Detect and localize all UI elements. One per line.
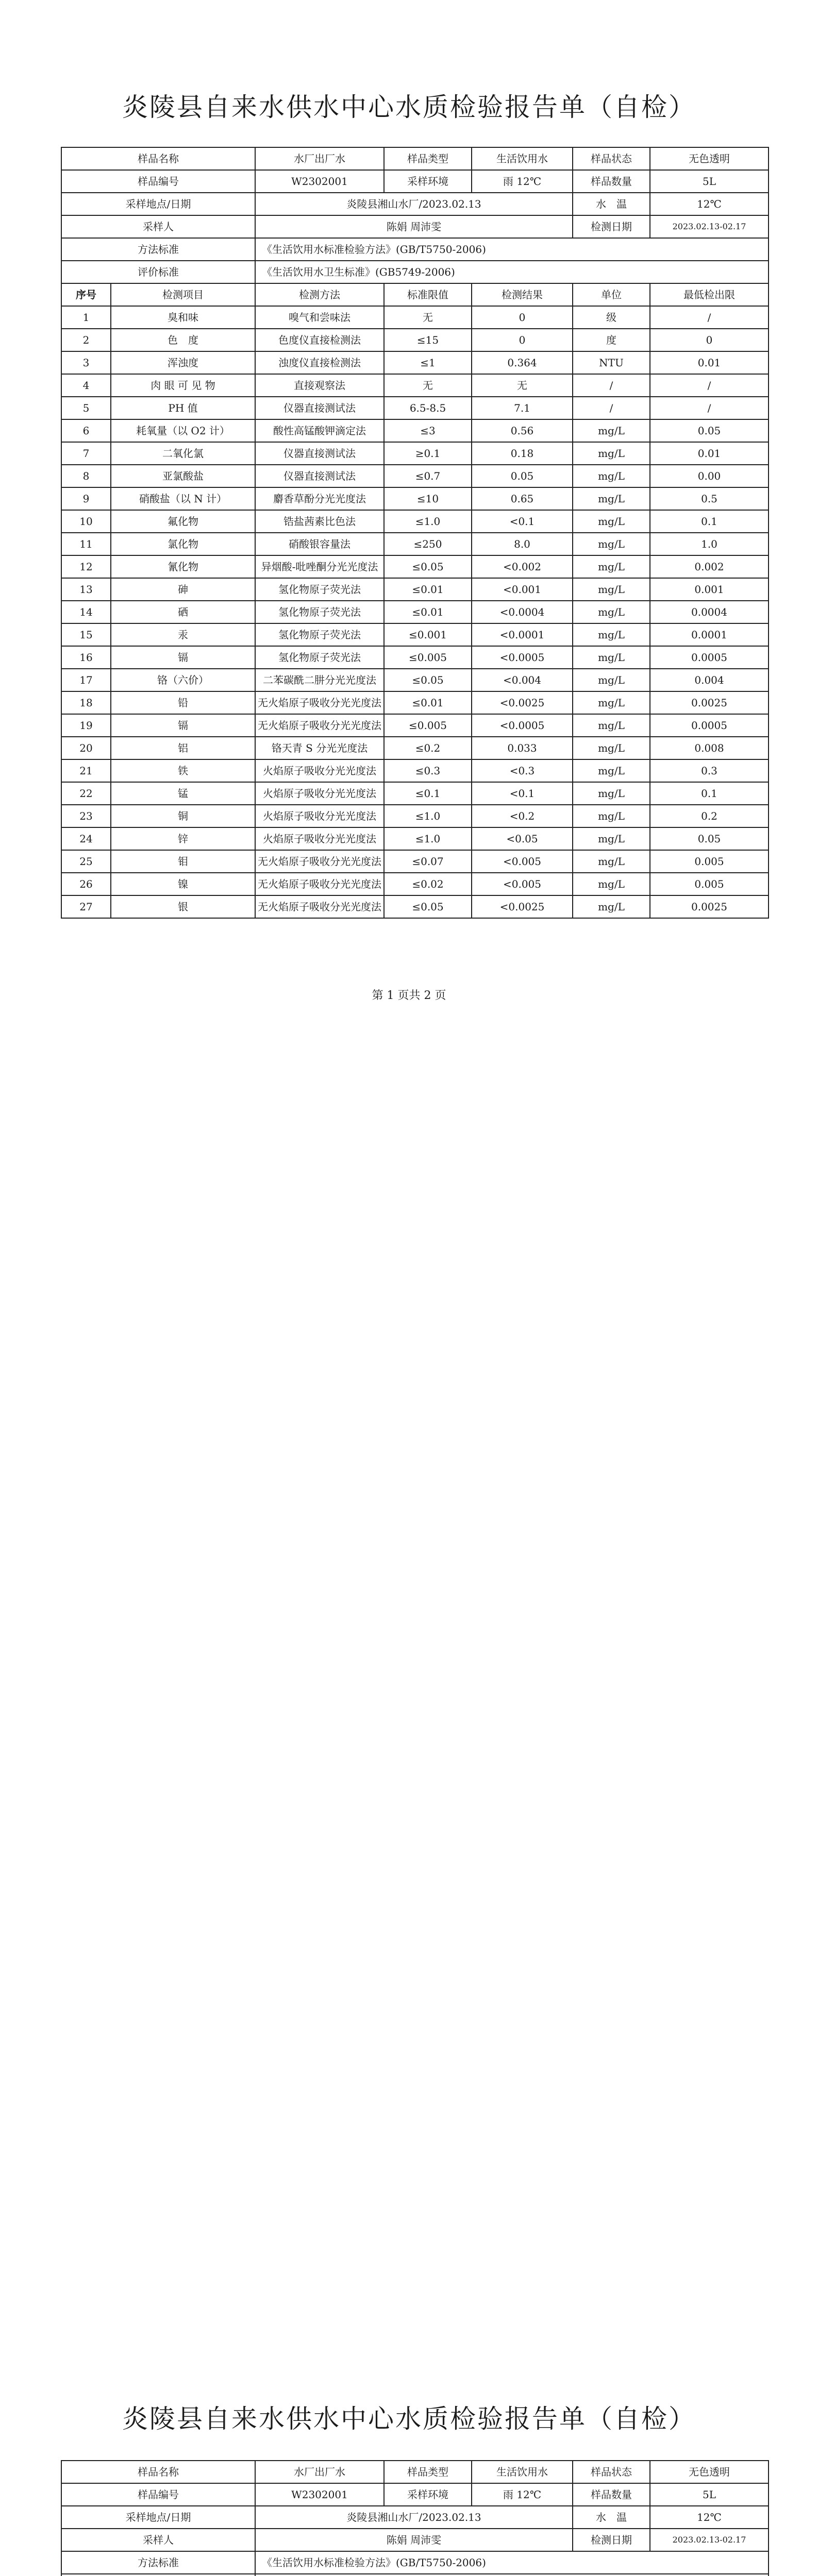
table-cell: 0 [650, 329, 769, 351]
table-cell: 铜 [111, 805, 255, 827]
table-cell: ≤0.07 [384, 850, 472, 873]
table-cell: ≤0.1 [384, 782, 472, 805]
table-cell: ≤0.05 [384, 895, 472, 918]
table-cell: 臭和味 [111, 306, 255, 329]
test-date-label: 检测日期 [573, 2529, 650, 2551]
table-cell: <0.05 [472, 827, 573, 850]
table-cell: 0.033 [472, 737, 573, 759]
sampling-env-value: 雨 12℃ [472, 170, 573, 193]
sample-qty-label: 样品数量 [573, 170, 650, 193]
table-cell: ≤0.01 [384, 691, 472, 714]
table-cell: 0.2 [650, 805, 769, 827]
table-cell: 0.5 [650, 487, 769, 510]
col-header: 检测项目 [111, 283, 255, 306]
table-cell: 无 [384, 374, 472, 397]
table-cell: 27 [61, 895, 111, 918]
table-cell: 铁 [111, 759, 255, 782]
table-cell: 24 [61, 827, 111, 850]
table-row [61, 329, 769, 351]
sample-name-label: 样品名称 [61, 147, 255, 170]
table-cell: ≤0.005 [384, 646, 472, 669]
table-cell: 0.364 [472, 351, 573, 374]
table-cell: 0.0025 [650, 895, 769, 918]
table-cell: mg/L [573, 601, 650, 623]
col-header: 序号 [61, 283, 111, 306]
table-cell: 6 [61, 419, 111, 442]
method-std-value: 《生活饮用水标准检验方法》(GB/T5750-2006) [255, 2551, 769, 2574]
table-row [61, 465, 769, 487]
table-cell: ≤0.7 [384, 465, 472, 487]
table-cell: 硝酸银容量法 [255, 533, 384, 555]
table-cell: 13 [61, 578, 111, 601]
table-cell: 21 [61, 759, 111, 782]
table-cell: mg/L [573, 805, 650, 827]
method-std-label: 方法标准 [61, 238, 255, 261]
table-cell: 19 [61, 714, 111, 737]
table-cell: 度 [573, 329, 650, 351]
table-cell: 0.05 [650, 827, 769, 850]
info-section [61, 2461, 769, 2576]
table-row [61, 374, 769, 397]
table-cell: mg/L [573, 623, 650, 646]
table-cell: ≤1.0 [384, 510, 472, 533]
col-header: 单位 [573, 283, 650, 306]
sampler-value: 陈娟 周沛雯 [255, 215, 573, 238]
table-cell: <0.0005 [472, 714, 573, 737]
water-temp-value: 12℃ [650, 2506, 769, 2529]
sample-type-label: 样品类型 [384, 147, 472, 170]
table-cell: 异烟酸-吡唑酮分光光度法 [255, 555, 384, 578]
sample-qty-value: 5L [650, 170, 769, 193]
table-cell: 26 [61, 873, 111, 895]
table-cell: 0.1 [650, 782, 769, 805]
table-cell: 火焰原子吸收分光光度法 [255, 782, 384, 805]
table-cell: 硒 [111, 601, 255, 623]
table-cell: 肉 眼 可 见 物 [111, 374, 255, 397]
table-cell: <0.0004 [472, 601, 573, 623]
table-cell: 11 [61, 533, 111, 555]
table-cell: 汞 [111, 623, 255, 646]
table-cell: 酸性高锰酸钾滴定法 [255, 419, 384, 442]
method-std-value: 《生活饮用水标准检验方法》(GB/T5750-2006) [255, 238, 769, 261]
report-page-2 [0, 1156, 818, 2569]
table-cell: 火焰原子吸收分光光度法 [255, 827, 384, 850]
table-cell: mg/L [573, 850, 650, 873]
table-cell: 0.0004 [650, 601, 769, 623]
table-cell: 23 [61, 805, 111, 827]
table-cell: 无火焰原子吸收分光光度法 [255, 873, 384, 895]
table-cell: 0.008 [650, 737, 769, 759]
table-row [61, 623, 769, 646]
test-date-value: 2023.02.13-02.17 [650, 2529, 769, 2551]
table-row [61, 759, 769, 782]
table-cell: ≤0.01 [384, 601, 472, 623]
table-cell: 0.004 [650, 669, 769, 691]
table-cell: <0.1 [472, 510, 573, 533]
sample-status-value: 无色透明 [650, 147, 769, 170]
table-cell: <0.002 [472, 555, 573, 578]
table-row [61, 850, 769, 873]
table-cell: 4 [61, 374, 111, 397]
table-cell: 无火焰原子吸收分光光度法 [255, 850, 384, 873]
table-cell: 0.0001 [650, 623, 769, 646]
table-cell: NTU [573, 351, 650, 374]
sampling-place-label: 采样地点/日期 [61, 2506, 255, 2529]
table-cell: / [650, 397, 769, 419]
table-row [61, 895, 769, 918]
sample-type-value: 生活饮用水 [472, 147, 573, 170]
report-page-1 [0, 0, 818, 1156]
eval-std-value [255, 2574, 769, 2576]
table-cell: 无 [384, 306, 472, 329]
sampling-env-value: 雨 12℃ [472, 2483, 573, 2506]
table-cell: 镍 [111, 873, 255, 895]
table-cell: 0.01 [650, 442, 769, 465]
table-cell: 浑浊度 [111, 351, 255, 374]
table-row [61, 555, 769, 578]
table-cell: 0.65 [472, 487, 573, 510]
table-cell: 17 [61, 669, 111, 691]
table-cell: 15 [61, 623, 111, 646]
table-cell: <0.0025 [472, 895, 573, 918]
table-cell: 8.0 [472, 533, 573, 555]
table-cell: ≤0.2 [384, 737, 472, 759]
table-cell: 0 [472, 306, 573, 329]
table-cell: mg/L [573, 782, 650, 805]
table-cell: 18 [61, 691, 111, 714]
col-header: 最低检出限 [650, 283, 769, 306]
table-row [61, 419, 769, 442]
table-row [61, 827, 769, 850]
table-row [61, 578, 769, 601]
table-cell: 0.01 [650, 351, 769, 374]
sampler-value: 陈娟 周沛雯 [255, 2529, 573, 2551]
results-body [61, 306, 769, 918]
water-temp-label: 水 温 [573, 2506, 650, 2529]
table-cell: <0.001 [472, 578, 573, 601]
table-cell: 银 [111, 895, 255, 918]
report-table [61, 147, 769, 919]
method-std-label: 方法标准 [61, 2551, 255, 2574]
table-cell: 0.002 [650, 555, 769, 578]
table-cell: 无火焰原子吸收分光光度法 [255, 895, 384, 918]
table-cell: 镉 [111, 714, 255, 737]
table-cell: 0.1 [650, 510, 769, 533]
table-cell: mg/L [573, 646, 650, 669]
table-cell: <0.0005 [472, 646, 573, 669]
table-cell: 5 [61, 397, 111, 419]
table-cell: 7.1 [472, 397, 573, 419]
table-cell: 1 [61, 306, 111, 329]
table-cell: <0.005 [472, 850, 573, 873]
table-cell: ≤250 [384, 533, 472, 555]
table-cell: 无火焰原子吸收分光光度法 [255, 691, 384, 714]
table-cell: mg/L [573, 691, 650, 714]
table-cell: 仪器直接测试法 [255, 465, 384, 487]
table-cell: 0.0025 [650, 691, 769, 714]
table-cell: 22 [61, 782, 111, 805]
table-cell: 锰 [111, 782, 255, 805]
table-cell: <0.0025 [472, 691, 573, 714]
sample-no-label: 样品编号 [61, 170, 255, 193]
water-temp-value: 12℃ [650, 193, 769, 215]
table-row [61, 601, 769, 623]
sample-type-label: 样品类型 [384, 2461, 472, 2483]
table-cell: 16 [61, 646, 111, 669]
water-temp-label: 水 温 [573, 193, 650, 215]
table-cell: 铬（六价） [111, 669, 255, 691]
table-row [61, 873, 769, 895]
table-cell: mg/L [573, 669, 650, 691]
table-cell: 浊度仪直接检测法 [255, 351, 384, 374]
table-cell: ≤0.001 [384, 623, 472, 646]
table-cell: <0.0001 [472, 623, 573, 646]
table-cell: mg/L [573, 510, 650, 533]
table-cell: mg/L [573, 737, 650, 759]
table-cell: 氢化物原子荧光法 [255, 578, 384, 601]
table-cell: mg/L [573, 465, 650, 487]
sampler-label: 采样人 [61, 2529, 255, 2551]
column-header-row [61, 283, 769, 306]
table-cell: 10 [61, 510, 111, 533]
table-cell: 0.18 [472, 442, 573, 465]
table-cell: ≤3 [384, 419, 472, 442]
col-header: 检测方法 [255, 283, 384, 306]
table-cell: 1.0 [650, 533, 769, 555]
table-cell: 6.5-8.5 [384, 397, 472, 419]
table-cell: / [573, 374, 650, 397]
sample-status-value: 无色透明 [650, 2461, 769, 2483]
table-row [61, 510, 769, 533]
sample-no-value: W2302001 [255, 2483, 384, 2506]
sampling-place-value: 炎陵县湘山水厂/2023.02.13 [255, 193, 573, 215]
table-cell: PH 值 [111, 397, 255, 419]
table-cell: 3 [61, 351, 111, 374]
sample-qty-value: 5L [650, 2483, 769, 2506]
table-row [61, 669, 769, 691]
page-number: 第 1 页共 2 页 [372, 989, 446, 1002]
sample-type-value: 生活饮用水 [472, 2461, 573, 2483]
table-cell: mg/L [573, 419, 650, 442]
table-cell: 砷 [111, 578, 255, 601]
table-cell: ≤15 [384, 329, 472, 351]
table-cell: 0.00 [650, 465, 769, 487]
sample-no-value: W2302001 [255, 170, 384, 193]
table-row [61, 782, 769, 805]
table-cell: mg/L [573, 827, 650, 850]
table-cell: ≤0.05 [384, 669, 472, 691]
table-cell: 二氧化氯 [111, 442, 255, 465]
table-cell: 0.05 [472, 465, 573, 487]
table-cell: ≤0.05 [384, 555, 472, 578]
table-cell: 氰化物 [111, 555, 255, 578]
table-cell: <0.3 [472, 759, 573, 782]
table-cell: 0.005 [650, 850, 769, 873]
sampling-place-value: 炎陵县湘山水厂/2023.02.13 [255, 2506, 573, 2529]
table-cell: 色度仪直接检测法 [255, 329, 384, 351]
table-cell: 直接观察法 [255, 374, 384, 397]
table-cell: 嗅气和尝味法 [255, 306, 384, 329]
table-cell: 氟化物 [111, 510, 255, 533]
test-date-value: 2023.02.13-02.17 [650, 215, 769, 238]
table-cell: <0.1 [472, 782, 573, 805]
table-row [61, 397, 769, 419]
table-cell: 14 [61, 601, 111, 623]
table-row [61, 533, 769, 555]
table-cell: mg/L [573, 759, 650, 782]
table-cell: 7 [61, 442, 111, 465]
table-row [61, 646, 769, 669]
table-cell: 氯化物 [111, 533, 255, 555]
table-cell: / [650, 374, 769, 397]
table-cell: ≤10 [384, 487, 472, 510]
table-cell: <0.005 [472, 873, 573, 895]
table-cell: 12 [61, 555, 111, 578]
table-cell: <0.004 [472, 669, 573, 691]
table-cell: mg/L [573, 555, 650, 578]
sampling-place-label: 采样地点/日期 [61, 193, 255, 215]
table-cell: / [573, 397, 650, 419]
table-cell: 25 [61, 850, 111, 873]
table-cell: 火焰原子吸收分光光度法 [255, 805, 384, 827]
table-cell: 0.56 [472, 419, 573, 442]
table-row [61, 487, 769, 510]
sampling-env-label: 采样环境 [384, 2483, 472, 2506]
table-cell: mg/L [573, 578, 650, 601]
table-cell: 仪器直接测试法 [255, 397, 384, 419]
table-cell: 无 [472, 374, 573, 397]
eval-std-label [61, 2574, 255, 2576]
table-cell: 镉 [111, 646, 255, 669]
col-header: 检测结果 [472, 283, 573, 306]
table-cell: 氢化物原子荧光法 [255, 646, 384, 669]
eval-std-value: 《生活饮用水卫生标准》(GB5749-2006) [255, 261, 769, 283]
table-cell: mg/L [573, 533, 650, 555]
table-cell: 锆盐茜素比色法 [255, 510, 384, 533]
sample-no-label: 样品编号 [61, 2483, 255, 2506]
table-cell: ≥0.1 [384, 442, 472, 465]
table-cell: 铅 [111, 691, 255, 714]
table-cell: mg/L [573, 487, 650, 510]
sample-status-label: 样品状态 [573, 147, 650, 170]
table-cell: 锌 [111, 827, 255, 850]
col-header: 标准限值 [384, 283, 472, 306]
eval-std-label: 评价标准 [61, 261, 255, 283]
table-cell: 铬天青 S 分光光度法 [255, 737, 384, 759]
sample-name-value: 水厂出厂水 [255, 2461, 384, 2483]
table-cell: 硝酸盐（以 N 计） [111, 487, 255, 510]
table-cell: ≤1.0 [384, 827, 472, 850]
test-date-label: 检测日期 [573, 215, 650, 238]
table-cell: 2 [61, 329, 111, 351]
sample-qty-label: 样品数量 [573, 2483, 650, 2506]
table-cell: 8 [61, 465, 111, 487]
table-cell: 0.005 [650, 873, 769, 895]
sampler-label: 采样人 [61, 215, 255, 238]
table-row [61, 805, 769, 827]
table-cell: mg/L [573, 442, 650, 465]
table-cell: 20 [61, 737, 111, 759]
table-row [61, 737, 769, 759]
report-title: 炎陵县自来水供水中心水质检验报告单（自检） [122, 2404, 696, 2434]
sampling-env-label: 采样环境 [384, 170, 472, 193]
table-row [61, 691, 769, 714]
table-cell: ≤0.005 [384, 714, 472, 737]
table-cell: / [650, 306, 769, 329]
report-table [61, 2460, 769, 2576]
table-cell: 色 度 [111, 329, 255, 351]
table-cell: 0.001 [650, 578, 769, 601]
table-cell: 铝 [111, 737, 255, 759]
table-cell: 0.0005 [650, 646, 769, 669]
table-cell: ≤1 [384, 351, 472, 374]
table-cell: mg/L [573, 873, 650, 895]
table-cell: 9 [61, 487, 111, 510]
table-cell: 0.3 [650, 759, 769, 782]
report-title: 炎陵县自来水供水中心水质检验报告单（自检） [122, 92, 696, 122]
table-cell: 0.05 [650, 419, 769, 442]
table-cell: 钼 [111, 850, 255, 873]
table-row [61, 306, 769, 329]
table-cell: 0 [472, 329, 573, 351]
table-cell: 仪器直接测试法 [255, 442, 384, 465]
sample-status-label: 样品状态 [573, 2461, 650, 2483]
table-cell: 无火焰原子吸收分光光度法 [255, 714, 384, 737]
table-cell: 二苯碳酰二肼分光光度法 [255, 669, 384, 691]
table-cell: 0.0005 [650, 714, 769, 737]
table-cell: 氢化物原子荧光法 [255, 601, 384, 623]
table-cell: 火焰原子吸收分光光度法 [255, 759, 384, 782]
table-cell: 氢化物原子荧光法 [255, 623, 384, 646]
table-cell: ≤0.02 [384, 873, 472, 895]
table-cell: <0.2 [472, 805, 573, 827]
sample-name-label: 样品名称 [61, 2461, 255, 2483]
table-cell: ≤0.01 [384, 578, 472, 601]
sample-name-value: 水厂出厂水 [255, 147, 384, 170]
table-cell: mg/L [573, 895, 650, 918]
table-cell: ≤0.3 [384, 759, 472, 782]
table-cell: 级 [573, 306, 650, 329]
table-cell: mg/L [573, 714, 650, 737]
info-section [61, 147, 769, 306]
table-cell: 耗氧量（以 O2 计） [111, 419, 255, 442]
table-row [61, 351, 769, 374]
table-cell: 麝香草酚分光光度法 [255, 487, 384, 510]
table-row [61, 442, 769, 465]
table-cell: ≤1.0 [384, 805, 472, 827]
table-cell: 亚氯酸盐 [111, 465, 255, 487]
table-row [61, 714, 769, 737]
